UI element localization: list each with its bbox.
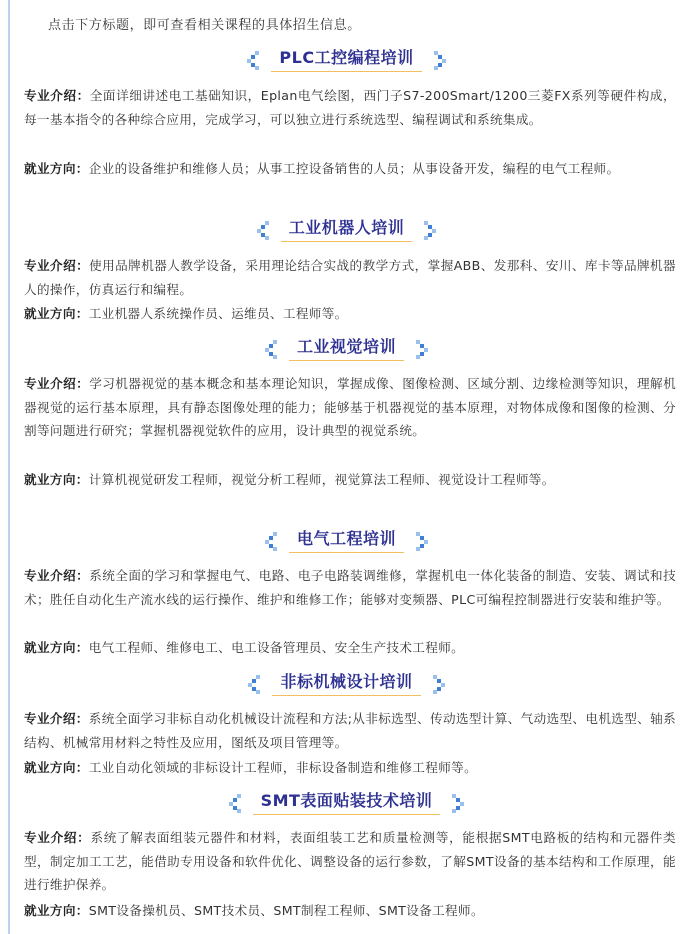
career-body: 电气工程师、维修电工、电工设备管理员、安全生产技术工程师。: [88, 640, 465, 655]
course-intro: [24, 707, 676, 754]
left-arrow-pixel-icon: [255, 218, 271, 240]
course-intro: [24, 254, 676, 301]
left-arrow-pixel-icon: [246, 672, 262, 694]
career-body: 计算机视觉研发工程师，视觉分析工程师，视觉算法工程师、视觉设计工程师等。: [88, 472, 555, 487]
right-arrow-pixel-icon: [414, 337, 430, 359]
course-title[interactable]: 非标机械设计培训: [272, 671, 420, 696]
course-heading-smt[interactable]: [0, 787, 693, 817]
left-arrow-pixel-icon: [245, 48, 261, 70]
right-arrow-pixel-icon: [432, 48, 448, 70]
course-intro: [24, 372, 676, 443]
course-career: [24, 468, 676, 492]
left-arrow-pixel-icon: [263, 529, 279, 551]
intro-label: 专业介绍：: [24, 711, 89, 726]
course-career: [24, 302, 676, 326]
intro-label: 专业介绍：: [24, 568, 90, 583]
intro-body: 学习机器视觉的基本概念和基本理论知识，掌握成像、图像检测、区域分割、边缘检测等知识，理解机器视觉的运行基本原理，具有静态图像处理的能力；能够基于机器视觉的基本原理，对物体成像和图像的检测、分割等问题进行研究；掌握机器视觉软件的应用，设计典型的视觉系统。: [24, 376, 677, 438]
career-label: 就业方向：: [24, 472, 89, 487]
intro-body: 系统全面学习非标自动化机械设计流程和方法;从非标选型、传动选型计算、气动选型、电机选型、轴系结构、机械常用材料之特性及应用，图纸及项目管理等。: [24, 711, 677, 750]
career-body: 工业机器人系统操作员、运维员、工程师等。: [88, 306, 348, 321]
intro-body: 系统全面的学习和掌握电气、电路、电子电路装调维修，掌握机电一体化装备的制造、安装、调试和技术；胜任自动化生产流水线的运行操作、维护和维修工作；能够对变频器、PLC可编程控制器进行安装和维护等。: [24, 568, 677, 607]
course-career: [24, 899, 676, 923]
course-intro: [24, 84, 676, 131]
course-title[interactable]: SMT表面贴装技术培训: [253, 790, 441, 815]
course-heading-robot[interactable]: [0, 214, 693, 244]
intro-label: 专业介绍：: [24, 830, 91, 845]
course-title[interactable]: 工业机器人培训: [281, 217, 413, 242]
intro-body: 使用品牌机器人教学设备，采用理论结合实战的教学方式，掌握ABB、发那科、安川、库卡等品牌机器人的操作，仿真运行和编程。: [24, 258, 676, 297]
course-title[interactable]: PLC工控编程培训: [271, 47, 421, 72]
intro-text: 点击下方标题，即可查看相关课程的具体招生信息。: [48, 18, 361, 33]
career-label: 就业方向：: [24, 306, 89, 321]
course-heading-plc[interactable]: [0, 44, 693, 74]
intro-body: 系统了解表面组装元器件和材料，表面组装工艺和质量检测等，能根据SMT电路板的结构和元器件类型，制定加工工艺，能借助专用设备和软件优化、调整设备的运行参数，了解SMT设备的基本结构和工作原理，能进行维护保养。: [24, 830, 677, 892]
intro-label: 专业介绍：: [24, 88, 90, 103]
career-body: 工业自动化领域的非标设计工程师，非标设备制造和维修工程师等。: [88, 760, 478, 775]
career-body: SMT设备操机员、SMT技术员、SMT制程工程师、SMT设备工程师。: [88, 903, 484, 918]
career-label: 就业方向：: [24, 760, 89, 775]
right-arrow-pixel-icon: [422, 218, 438, 240]
career-body: 企业的设备维护和维修人员；从事工控设备销售的人员；从事设备开发，编程的电气工程师。: [88, 161, 620, 176]
course-heading-vision[interactable]: [0, 333, 693, 363]
course-heading-electrical[interactable]: [0, 525, 693, 555]
left-arrow-pixel-icon: [263, 337, 279, 359]
course-career: [24, 157, 676, 181]
intro-label: 专业介绍：: [24, 258, 90, 273]
course-intro: [24, 826, 676, 897]
course-title[interactable]: 工业视觉培训: [289, 336, 404, 361]
course-title[interactable]: 电气工程培训: [289, 528, 404, 553]
career-label: 就业方向：: [24, 161, 89, 176]
course-career: [24, 636, 676, 660]
course-heading-mechanical[interactable]: [0, 668, 693, 698]
course-intro: [24, 564, 676, 611]
course-career: [24, 756, 676, 780]
right-arrow-pixel-icon: [431, 672, 447, 694]
career-label: 就业方向：: [24, 903, 89, 918]
left-arrow-pixel-icon: [227, 791, 243, 813]
intro-label: 专业介绍：: [24, 376, 90, 391]
career-label: 就业方向：: [24, 640, 89, 655]
right-arrow-pixel-icon: [450, 791, 466, 813]
right-arrow-pixel-icon: [414, 529, 430, 551]
intro-body: 全面详细讲述电工基础知识，Eplan电气绘图，西门子S7-200Smart/1200三菱FX系列等硬件构成，每一基本指令的各种综合应用，完成学习，可以独立进行系统选型、编程调试和系统集成。: [24, 88, 677, 127]
